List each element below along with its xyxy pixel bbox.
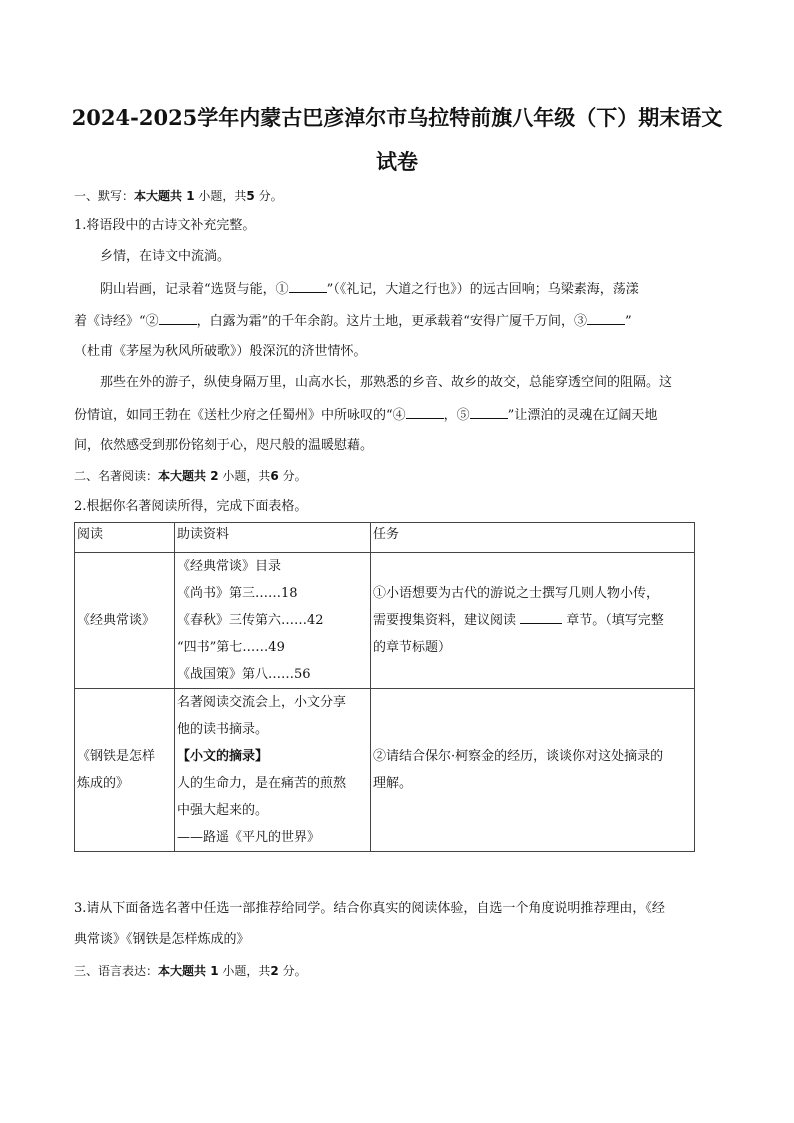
q1-paragraph-7: 间，依然感受到那份铭刻于心，咫尺般的温暖慰藉。 xyxy=(74,438,374,453)
section-unit: 小题，共 xyxy=(222,469,271,483)
book-line: 炼成的》 xyxy=(77,776,130,791)
table-row xyxy=(75,689,695,852)
text-span: 阴山岩画，记录着“选贤与能，① xyxy=(100,282,289,297)
text-span: 着《诗经》“② xyxy=(74,314,159,329)
text-span: ” xyxy=(624,314,632,329)
exam-title-line1: 2024-2025学年内蒙古巴彦淖尔市乌拉特前旗八年级（下）期末语文 xyxy=(71,105,723,130)
text-span: ，⑤ xyxy=(443,408,470,423)
q1-paragraph-4: （杜甫《茅屋为秋风所破歌》）般深沉的济世情怀。 xyxy=(74,344,367,359)
section-label: 二、名著阅读： xyxy=(74,469,159,483)
section-label: 一、默写： xyxy=(74,189,135,203)
material-line: 名著阅读交流会上，小文分享 xyxy=(177,695,347,710)
q1-stem: 1.将语段中的古诗文补充完整。 xyxy=(74,218,256,233)
header-cell-material: 助读资料 xyxy=(175,523,371,553)
exam-title-line2: 试卷 xyxy=(376,149,418,174)
blank-chapter xyxy=(520,611,562,624)
section-note: 本大题共 xyxy=(158,964,207,978)
q1-paragraph-2 xyxy=(100,280,724,299)
material-line: 《战国策》第八……56 xyxy=(177,667,311,682)
material-line: 《经典常谈》目录 xyxy=(177,559,282,574)
section-2-heading xyxy=(74,467,724,485)
task-cell xyxy=(371,689,695,852)
task-line: 的章节标题） xyxy=(373,640,452,655)
text-span: 份情谊，如同王勃在《送杜少府之任蜀州》中所咏叹的“④ xyxy=(74,408,406,423)
table-header-row xyxy=(75,523,695,553)
q3-line-1: 3.请从下面备选名著中任选一部推荐给同学。结合你真实的阅读体验，自选一个角度说明推荐理由，《经 xyxy=(74,901,665,916)
header-cell-task: 任务 xyxy=(371,523,695,553)
blank-2 xyxy=(159,312,197,325)
task-line: ①小语想要为古代的游说之士撰写几则人物小传， xyxy=(373,586,660,601)
book-line: 《钢铁是怎样 xyxy=(77,749,156,764)
section-label: 三、语言表达： xyxy=(74,964,159,978)
reading-table xyxy=(74,522,695,852)
task-cell xyxy=(371,553,695,689)
q3-line-2: 典常谈》《钢铁是怎样炼成的》 xyxy=(74,932,250,947)
text-span: ”让漂泊的灵魂在辽阔天地 xyxy=(507,408,658,423)
task-line: 理解。 xyxy=(373,776,413,791)
section-unit: 小题，共 xyxy=(222,964,271,978)
task-line: ②请结合保尔·柯察金的经历，谈谈你对这处摘录的 xyxy=(373,749,664,764)
q1-paragraph-5: 那些在外的游子，纵使身隔万里，山高水长，那熟悉的乡音、故乡的故交，总能穿透空间的阻隔。这 xyxy=(100,375,673,390)
material-line: 《尚书》第三……18 xyxy=(177,586,298,601)
section-unit: 小题，共 xyxy=(198,189,247,203)
score-unit: 分。 xyxy=(282,964,307,978)
question-count: 1 xyxy=(210,964,219,978)
section-score: 2 xyxy=(270,964,279,978)
q2-stem: 2.根据你名著阅读所得，完成下面表格。 xyxy=(74,499,308,514)
question-count: 1 xyxy=(186,189,195,203)
score-unit: 分。 xyxy=(258,189,283,203)
section-3-heading xyxy=(74,962,724,980)
text-span: ，白露为霜”的千年余韵。这片土地，更承载着“安得广厦千万间，③ xyxy=(196,314,587,329)
section-note: 本大题共 xyxy=(158,469,207,483)
score-unit: 分。 xyxy=(282,469,307,483)
material-cell xyxy=(175,553,371,689)
book-cell: 《经典常谈》 xyxy=(75,553,175,689)
text-span: 章节。（填写完整 xyxy=(566,613,664,628)
book-cell xyxy=(75,689,175,852)
header-cell-reading: 阅读 xyxy=(75,523,175,553)
material-line: 《春秋》三传第六……42 xyxy=(177,613,324,628)
section-1-heading xyxy=(74,187,724,205)
material-line: 中强大起来的。 xyxy=(177,803,269,818)
text-span: ”（《礼记，大道之行也》）的远古回响；乌梁素海，荡漾 xyxy=(326,282,639,297)
blank-5 xyxy=(470,406,508,419)
blank-3 xyxy=(587,312,625,325)
section-note: 本大题共 xyxy=(134,189,183,203)
material-line: “四书”第七……49 xyxy=(177,640,285,655)
material-line: ——路遥《平凡的世界》 xyxy=(177,830,321,845)
question-count: 2 xyxy=(210,469,219,483)
section-score: 5 xyxy=(246,189,255,203)
blank-4 xyxy=(406,406,444,419)
section-score: 6 xyxy=(270,469,279,483)
q1-paragraph-1: 乡情，在诗文中流淌。 xyxy=(100,249,231,264)
text-span: 需要搜集资料，建议阅读 xyxy=(373,613,517,628)
material-line: 人的生命力，是在痛苦的煎熬 xyxy=(177,776,347,791)
material-line: 他的读书摘录。 xyxy=(177,722,269,737)
material-cell xyxy=(175,689,371,852)
task-line xyxy=(373,607,692,634)
q1-paragraph-3 xyxy=(74,312,724,331)
q1-paragraph-6 xyxy=(74,406,724,425)
table-row xyxy=(75,553,695,689)
blank-1 xyxy=(289,280,327,293)
material-line: 【小文的摘录】 xyxy=(177,749,269,764)
